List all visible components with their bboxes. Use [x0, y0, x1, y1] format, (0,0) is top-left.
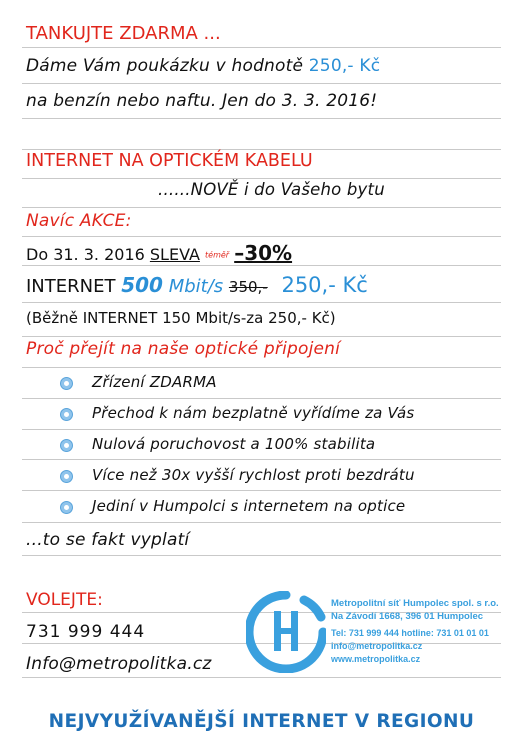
metropolitka-logo-icon [246, 591, 326, 673]
rule-line [22, 555, 501, 556]
company-name: Metropolitní síť Humpolec spol. s r.o. [331, 598, 499, 609]
internet-subtitle: ......NOVĚ i do Vašeho bytu [158, 180, 385, 199]
header-title: TANKUJTE ZDARMA ... [26, 23, 221, 44]
rule-line [22, 118, 501, 119]
rule-line [22, 522, 501, 523]
footer-slogan: NEJVYUŽÍVANĚJŠÍ INTERNET V REGIONU [48, 711, 475, 732]
internet-title: INTERNET NA OPTICKÉM KABELU [26, 151, 313, 171]
voucher-amount: 250,- Kč [308, 56, 381, 76]
rule-line [22, 677, 501, 678]
offer-speed-value: 500 [121, 273, 163, 297]
why-title: Proč přejít na naše optické připojení [26, 339, 341, 359]
rule-line [22, 459, 501, 460]
offer-old-price: 350,- [228, 278, 268, 296]
rule-line [22, 398, 501, 399]
bullet-icon [60, 501, 73, 514]
normal-price-note: (Běžně INTERNET 150 Mbit/s-za 250,- Kč) [26, 309, 336, 327]
rule-line [22, 83, 501, 84]
voucher-text: Dáme Vám poukázku v hodnotě [26, 56, 304, 76]
rule-line [22, 178, 501, 179]
rule-line [22, 429, 501, 430]
bullet-icon [60, 408, 73, 421]
why-item: Jediní v Humpolci s internetem na optice [92, 497, 406, 515]
phone-number: 731 999 444 [26, 622, 146, 642]
rule-line [22, 149, 501, 150]
email-address: Info@metropolitka.cz [26, 654, 212, 674]
sleva-small: téměř [205, 250, 230, 260]
sleva-line [26, 243, 292, 263]
rule-line [22, 47, 501, 48]
company-email[interactable]: info@metropolitka.cz [331, 641, 423, 651]
voucher-line [26, 58, 380, 75]
offer-speed-unit: Mbit/s [168, 276, 224, 297]
sleva-value: –30% [234, 241, 293, 265]
rule-line [22, 236, 501, 237]
voucher-line-2: na benzín nebo naftu. Jen do 3. 3. 2016! [26, 91, 378, 111]
offer-new-price: 250,- Kč [281, 273, 368, 297]
company-web[interactable]: www.metropolitka.cz [331, 654, 421, 664]
closing-text: ...to se fakt vyplatí [26, 530, 190, 550]
why-item: Více než 30x vyšší rychlost proti bezdrátu [92, 466, 415, 484]
offer-line [26, 275, 368, 296]
rule-line [22, 490, 501, 491]
why-item: Nulová poruchovost a 100% stabilita [92, 435, 376, 453]
rule-line [22, 302, 501, 303]
call-label: VOLEJTE: [26, 590, 103, 610]
company-address: Na Závodí 1668, 396 01 Humpolec [331, 611, 484, 622]
why-item: Zřízení ZDARMA [92, 373, 217, 391]
bullet-icon [60, 470, 73, 483]
rule-line [22, 265, 501, 266]
akce-label: Navíc AKCE: [26, 211, 132, 231]
company-phone: Tel: 731 999 444 hotline: 731 01 01 01 [331, 628, 489, 638]
offer-label: INTERNET [26, 276, 116, 297]
rule-line [22, 336, 501, 337]
bullet-icon [60, 377, 73, 390]
why-item: Přechod k nám bezplatně vyřídíme za Vás [92, 404, 415, 422]
sleva-word: SLEVA [149, 245, 200, 264]
rule-line [22, 207, 501, 208]
sleva-date: Do 31. 3. 2016 [26, 245, 145, 264]
bullet-icon [60, 439, 73, 452]
rule-line [22, 367, 501, 368]
